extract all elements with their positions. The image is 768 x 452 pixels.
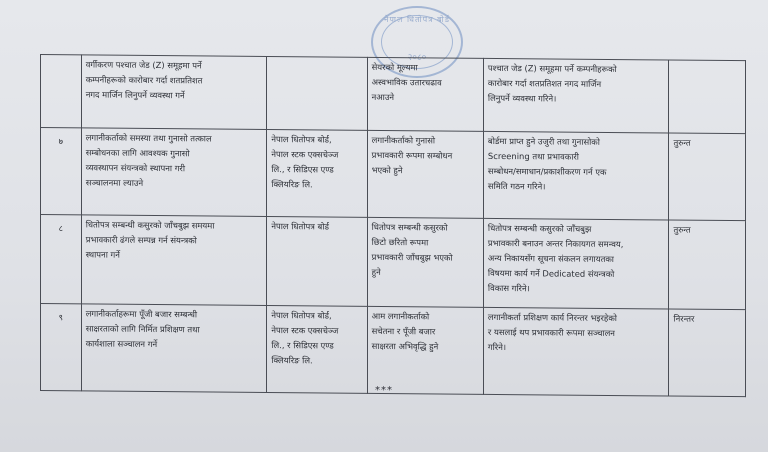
timeline-cell xyxy=(669,60,746,134)
row-number: ९ xyxy=(41,304,82,391)
issue-cell: वर्गीकरण पश्चात जेड (Z) समूहमा पर्ने कम्पनीहरूको कारोबार गर्दा शतप्रतिशत नगद मार्जिन लिनुपर्ने व्यवस्था गर्ने xyxy=(81,55,267,130)
seal-year: २०८० xyxy=(407,53,427,63)
timeline-cell: तुरुन्त xyxy=(669,220,746,310)
timeline-cell: तुरुन्त xyxy=(669,133,746,221)
agency-cell: नेपाल धितोपत्र बोर्ड, नेपाल स्टक एक्सचेञ्ज लि., र सिडिएस एण्ड क्लियरिङ लि. xyxy=(267,305,367,393)
action-cell: पश्चात जेड (Z) समूहमा पर्ने कम्पनीहरूको कारोबार गर्दा शतप्रतिशत नगद मार्जिन लिनुपर्ने व्यवस्था गरिने। xyxy=(483,58,669,133)
table-row xyxy=(41,304,746,397)
table-row xyxy=(41,215,746,310)
agency-cell: नेपाल धितोपत्र बोर्ड xyxy=(267,216,367,306)
action-cell: बोर्डमा प्राप्त हुने उजुरी तथा गुनासोको Screening तथा प्रभावकारी सम्बोधन/समाधान/प्रकाशीकरण गर्न एक समिति गठन गरिने। xyxy=(483,131,669,220)
timeline-cell: निरन्तर xyxy=(669,309,746,397)
action-plan-table xyxy=(40,54,746,397)
outcome-cell: लगानीकर्ताको गुनासो प्रभावकारी रूपमा सम्बोधन भएको हुने xyxy=(367,130,483,218)
end-of-section-mark: *** xyxy=(375,385,393,396)
row-number: ८ xyxy=(41,215,82,304)
action-cell: धितोपत्र सम्बन्धी कसुरको जाँचबुझ प्रभावकारी बनाउन अन्तर निकायगत समन्वय, अन्य निकायसँग सूचना संकलन लगायतका विषयमा कार्य गर्ने Dedicated संयन्त्रको विकास गरिने। xyxy=(483,218,669,309)
issue-cell: धितोपत्र सम्बन्धी कसुरको जाँचबुझ समयमा प्रभावकारी ढंगले सम्पन्न गर्न संयन्त्रको स्थापना गर्ने xyxy=(81,215,267,306)
row-number xyxy=(41,55,82,128)
issue-cell: लगानीकर्ताको समस्या तथा गुनासो तत्काल सम्बोधनका लागि आवश्यक गुनासो व्यवस्थापन संयन्त्रको स्थापना गरी सञ्चालनमा ल्याउने xyxy=(81,128,267,217)
outcome-cell: सेयरको मूल्यमा अस्वभाविक उतारचढाव नआउने xyxy=(367,57,483,131)
issue-cell: लगानीकर्ताहरूमा पूँजी बजार सम्बन्धी साक्षरताको लागि निर्मित प्रशिक्षण तथा कार्यशाला सञ्चालन गर्ने xyxy=(81,304,267,393)
table-row xyxy=(41,128,746,221)
agency-cell: नेपाल धितोपत्र बोर्ड, नेपाल स्टक एक्सचेञ्ज लि., र सिडिएस एण्ड क्लियरिङ लि. xyxy=(267,129,367,217)
agency-cell xyxy=(267,56,367,130)
action-cell: लगानीकर्ता प्रशिक्षण कार्य निरन्तर भइरहेको र यसलाई थप प्रभावकारी रूपमा सञ्चालन गरिने। xyxy=(483,307,669,396)
table-row xyxy=(41,55,746,134)
row-number: ७ xyxy=(41,128,82,215)
outcome-cell: धितोपत्र सम्बन्धी कसुरको छिटो छरितो रूपमा प्रभावकारी जाँचबुझ भएको हुने xyxy=(367,217,483,307)
outcome-cell: आम लगानीकर्ताको सचेतना र पूँजी बजार साक्षरता अभिवृद्धि हुने xyxy=(367,306,483,394)
seal-text: नेपाल धितोपत्र बोर्ड xyxy=(383,15,451,24)
